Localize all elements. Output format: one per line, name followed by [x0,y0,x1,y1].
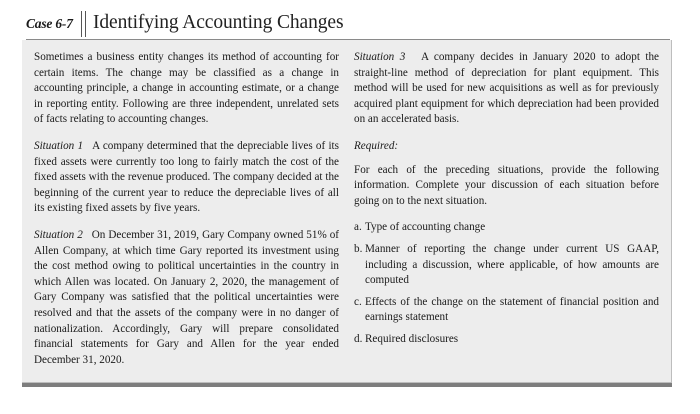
required-heading: Required: [354,139,399,152]
situation-3 [354,50,659,128]
situation-label: Situation 3 [354,51,406,63]
intro-paragraph: Sometimes a business entity changes its method of accounting for certain items. The change may be classified as a change in accounting principle, a change in accounting estimate, or a change in reporting entity. Following are three independent, unrelated sets of facts relating to accounting changes. [34,51,339,126]
situation-text: A company determined that the depreciable lives of its fixed assets were currently too long to fairly match the cost of the fixed assets with the revenue produced. The company decided at the beginning of the current year to reduce the depreciable lives of all its existing fixed assets by five years. [34,139,339,215]
case-header [26,9,666,39]
right-column [354,50,659,354]
required-list [354,220,659,347]
list-item [354,220,659,236]
item-text: Manner of reporting the change under current US GAAP, including a discussion, where applicable, of how amounts are computed [365,242,659,287]
item-letter: d. [354,332,363,345]
situation-label: Situation 1 [34,139,84,152]
required-instructions: For each of the preceding situations, provide the following information. Complete your discussion of each situation before going on to the next situation. [354,163,659,207]
list-item [354,295,659,326]
situation-2 [34,228,339,368]
case-label: Case 6-7 [26,16,73,31]
list-item [354,332,659,348]
case-title: Identifying Accounting Changes [93,12,344,33]
item-letter: b. [354,242,363,255]
list-item [354,242,659,289]
left-column [34,50,339,379]
header-divider [85,11,86,37]
situation-1 [34,139,339,217]
item-text: Effects of the change on the statement of financial position and earnings statement [365,295,659,324]
header-divider [81,11,82,37]
situation-text: A company decides in January 2020 to adopt the straight-line method of depreciation for plant equipment. This method will be used for new acquisitions as well as for previously acquired plant equipment for which depreciation had been provided on an accelerated basis. [354,51,659,126]
item-text: Type of accounting change [365,221,486,234]
item-letter: c. [354,295,362,308]
situation-label: Situation 2 [34,228,83,241]
situation-text: On December 31, 2019, Gary Company owned 51% of Allen Company, at which time Gary reported its investment using the cost method owing to political uncertainties in the country in which Allen was located. On January 2, 2020, the management of Gary Company was satisfied that the political uncertainties were resolved and that the assets of the company were in no danger of nationalization. Accordingly, Gary will prepare consolidated financial statements for Gary and Allen for the year ended December 31, 2020. [34,228,339,366]
bottom-rule [22,383,672,387]
item-text: Required disclosures [365,332,459,345]
item-letter: a. [354,221,362,234]
